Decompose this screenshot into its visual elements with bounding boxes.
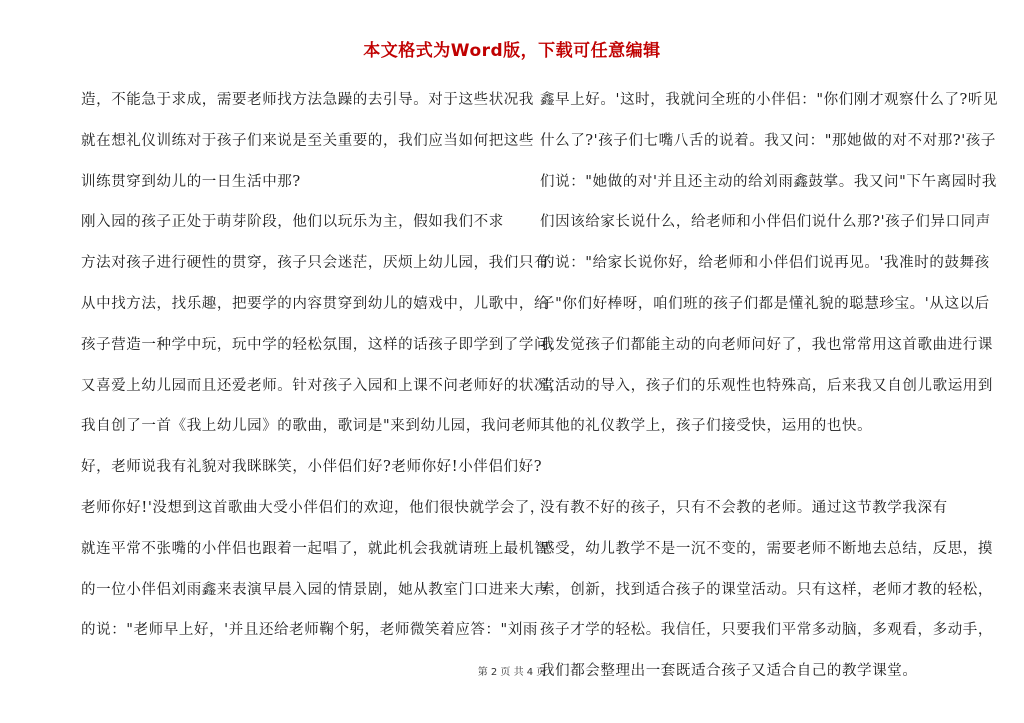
text-line: 造，不能急于求成，需要老师找方法急躁的去引导。对于这些状况我 — [81, 92, 534, 108]
text-line: 子"你们好棒呀，咱们班的孩子们都是懂礼貌的聪慧珍宝。'从这以后 — [540, 295, 990, 312]
text-line: 我们都会整理出一套既适合孩子又适合自己的教学课堂。 — [540, 663, 918, 680]
text-line: 老师你好!'没想到这首歌曲大受小伴侣们的欢迎，他们很快就学会了， — [81, 499, 546, 516]
text-line: 我发觉孩子们都能主动的向老师问好了，我也常常用这首歌曲进行课 — [540, 336, 993, 353]
left-text-column — [81, 80, 565, 651]
right-text-column — [540, 80, 999, 692]
text-line: 们说："她做的对'并且还主动的给刘雨鑫鼓掌。我又问"下午离园时我 — [540, 173, 998, 190]
text-line: 其他的礼仪教学上，孩子们接受快，运用的也快。 — [540, 418, 873, 435]
text-line: 好，老师说我有礼貌对我眯眯笑，小伴侣们好?老师你好!小伴侣们好? — [81, 459, 543, 476]
page-number-footer: 第 2 页 共 4 页 — [477, 667, 547, 678]
text-line: 训练贯穿到幼儿的一日生活中那? — [81, 173, 301, 190]
text-line: 没有教不好的孩子，只有不会教的老师。通过这节教学我深有 — [540, 499, 948, 516]
text-line: 鑫早上好。'这时，我就问全班的小伴侣："你们刚才观察什么了?听见 — [540, 92, 999, 108]
text-line: 孩子才学的轻松。我信任，只要我们平常多动脑，多观看，多动手， — [540, 622, 993, 639]
text-line: 的一位小伴侣刘雨鑫来表演早晨入园的情景剧，她从教室门口进来大声 — [81, 581, 550, 598]
text-line: 就在想礼仪训练对于孩子们来说是至关重要的，我们应当如何把这些 — [81, 132, 534, 149]
text-line: 的说："给家长说你好，给老师和小伴侣们说再见。'我准时的鼓舞孩 — [540, 255, 990, 272]
text-line: 感受，幼儿教学不是一沉不变的，需要老师不断地去总结，反思，摸 — [540, 540, 993, 557]
text-line: 方法对孩子进行硬性的贯穿，孩子只会迷茫，厌烦上幼儿园，我们只有 — [81, 255, 550, 272]
text-line: 我自创了一首《我上幼儿园》的歌曲，歌词是"来到幼儿园，我问老师 — [81, 418, 542, 435]
text-line: 从中找方法，找乐趣，把要学的内容贯穿到幼儿的嬉戏中，儿歌中，给 — [81, 295, 550, 312]
document-header-title: 本文格式为Word版，下载可任意编辑 — [363, 41, 661, 61]
text-line: 就连平常不张嘴的小伴侣也跟着一起唱了，就此机会我就请班上最机智 — [81, 540, 550, 557]
text-line: 什么了?'孩子们七嘴八舌的说着。我又问："那她做的对不对那?'孩子 — [540, 132, 996, 149]
text-line: 索，创新，找到适合孩子的课堂活动。只有这样，老师才教的轻松， — [540, 581, 993, 598]
text-line: 堂活动的导入，孩子们的乐观性也特殊高，后来我又自创儿歌运用到 — [540, 377, 993, 394]
text-line: 的说："老师早上好，'并且还给老师鞠个躬，老师微笑着应答："刘雨 — [81, 622, 539, 639]
text-line: 刚入园的孩子正处于萌芽阶段，他们以玩乐为主，假如我们不求 — [81, 214, 504, 231]
text-line: 又喜爱上幼儿园而且还爱老师。针对孩子入园和上课不问老师好的状况， — [81, 377, 565, 394]
paragraph-gap — [540, 447, 970, 488]
text-line: 孩子营造一种学中玩，玩中学的轻松氛围，这样的话孩子即学到了学问， — [81, 336, 565, 353]
text-line: 们因该给家长说什么，给老师和小伴侣们说什么那?'孩子们异口同声 — [540, 214, 991, 231]
